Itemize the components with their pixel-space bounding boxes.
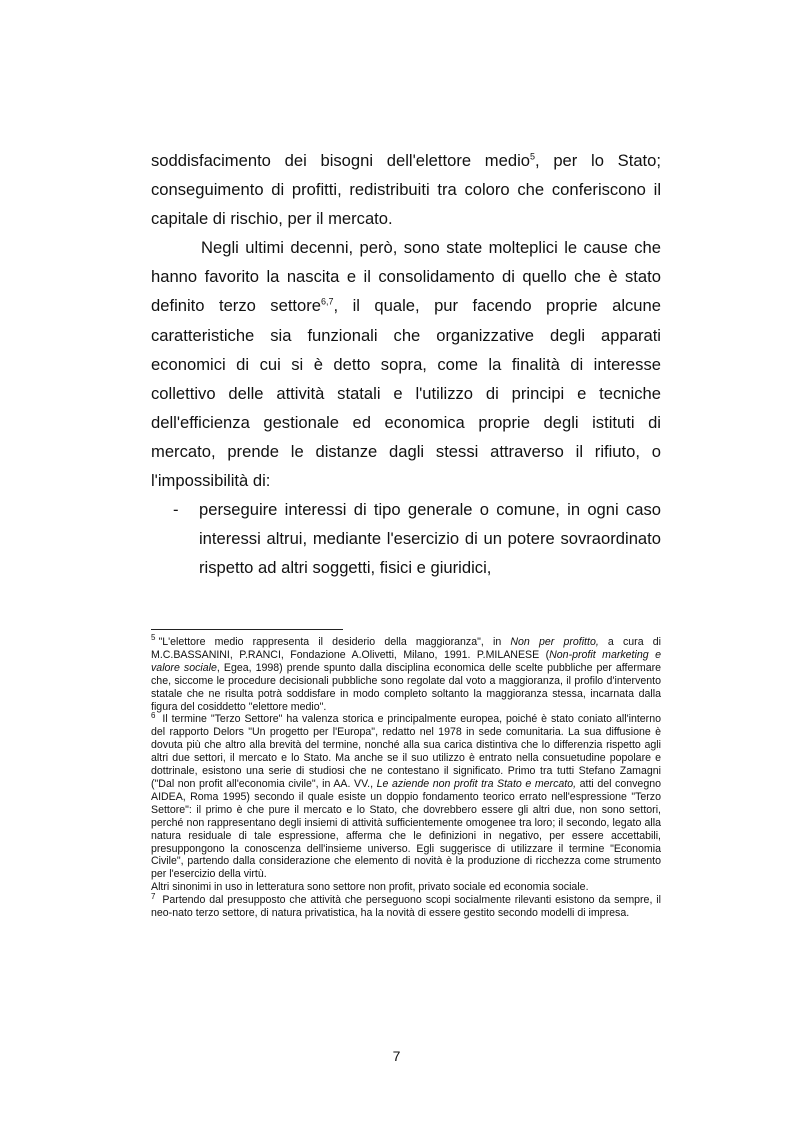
- footnote-ref-5[interactable]: 5: [530, 151, 536, 162]
- footnote-mark: 7: [151, 891, 156, 901]
- footnote-6-continuation: Altri sinonimi in uso in letteratura sono settore non profit, privato sociale ed economia sociale.: [151, 881, 589, 894]
- list-item: [151, 495, 661, 582]
- footnote-6: $^6$ Il termine "Terzo Settore" ha valenza storica e principalmente europea, poiché è stato coniato all'interno del rapporto Delors "Un progetto per l'Europa", redatto nel 1978 in sede comunitaria. La sua diffusione è dovuta più che altro alla brevità del termine, nonché alla sua carica distintiva che lo differenzia rispetto agli altri due settori, il mercato e lo Stato. Ma anche se il suo utilizzo è entrato nella consuetudine popolare e dottrinale, esistono una serie di studiosi che ne contestano il significato. Primo tra tutti Stefano Zamagni ("Dal non profit all'economia civile", in AA. VV., Le aziende non profit tra Stato e mercato, atti del convegno AIDEA, Roma 1995) secondo il quale esiste un doppio fondamento teorico errato nell'espressione "Terzo Settore": il primo è che pure il mercato e lo Stato, che dovrebbero essere gli altri due, non sono settori, perché non rappresentano degli insiemi di attività sufficientemente omogenee tra loro; il secondo, legato alla natura residuale di tale espressione, afferma che le definizioni in negativo, per essere accettabili, presuppongono la conoscenza dell'insieme universo. Egli suggerisce di utilizzare il termine "Economia Civile", partendo dalla considerazione che elemento di novità è la produzione di ricchezza come strumento per l'esercizio della virtù.: [151, 710, 662, 881]
- footnote-5: $^5$ "L'elettore medio rappresenta il desiderio della maggioranza", in Non per profitto, a cura di M.C.BASSANINI, P.RANCI, Fondazione A.Olivetti, Milano, 1991. P.MILANESE (Non-profit marketing e valore sociale, Egea, 1998) prende spunto dalla disciplina economica delle scelte pubbliche per affermare che, siccome le procedure decisionali pubbliche sono regolate dal voto a maggioranza, il profilo d'intervento statale che ne risulta potrà soddisfare in modo completo soltanto la maggioranza stessa, incarnata dalla figura del cosiddetto "elettore medio".: [151, 633, 662, 713]
- page-number: 7: [392, 1048, 401, 1064]
- footnote-mark: 6: [151, 710, 156, 720]
- footnotes: [151, 633, 662, 920]
- paragraph-1: soddisfacimento dei bisogni dell'elettore medio$^5$, per lo Stato; conseguimento di profitti, redistribuiti tra coloro che conferiscono il capitale di rischio, per il mercato.: [151, 151, 661, 229]
- paragraph-2: Negli ultimi decenni, però, sono state molteplici le cause che hanno favorito la nascita e il consolidamento di quello che è stato definito terzo settore$^{6,7}$, il quale, pur facendo proprie alcune caratteristiche sia funzionali che organizzative degli apparati economici di cui si è detto sopra, come la finalità di interesse collettivo delle attività statali e l'utilizzo di principi e tecniche dell'efficienza gestionale ed economica proprie degli istituti di mercato, prende le distanze dagli stessi attraverso il rifiuto, o l'impossibilità di:: [151, 238, 661, 491]
- body-text: [151, 146, 661, 582]
- list-dash: -: [173, 500, 179, 520]
- footnote-7: $^7$ Partendo dal presupposto che attività che perseguono scopi socialmente rilevanti esistono da sempre, il neo-nato terzo settore, di natura privatistica, ha la novità di essere gestito secondo modelli di impresa.: [151, 891, 661, 920]
- footnote-mark: 5: [151, 633, 156, 643]
- list-item-text: perseguire interessi di tipo generale o comune, in ogni caso interessi altrui, mediante l'esercizio di un potere sovraordinato rispetto ad altri soggetti, fisici e giuridici,: [199, 500, 661, 578]
- footnote-ref-6-7[interactable]: 6,7: [321, 296, 334, 307]
- footnote-separator: [151, 629, 343, 630]
